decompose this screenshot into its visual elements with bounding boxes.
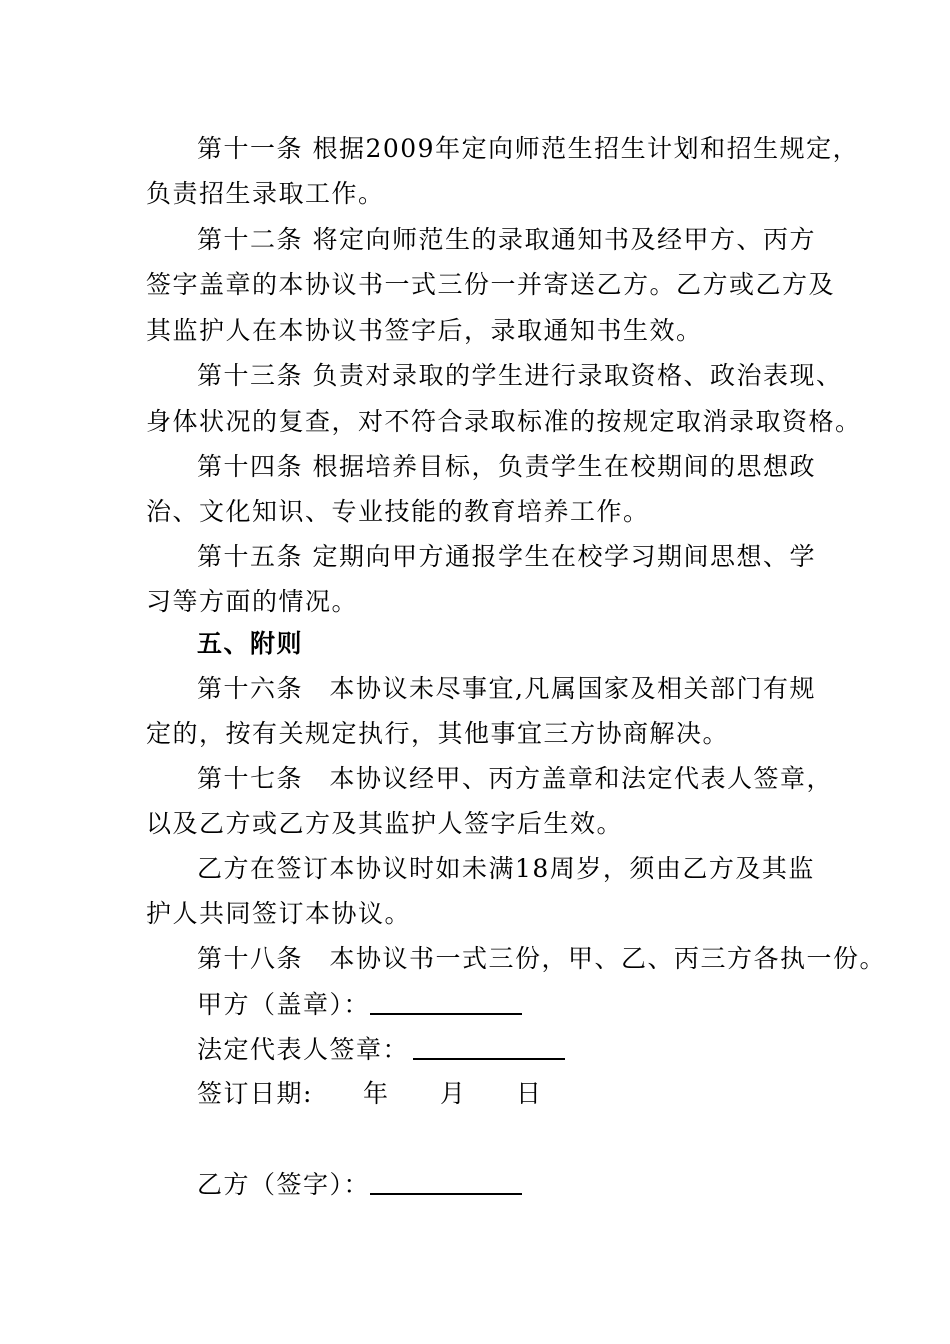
article-15-line-2: 习等方面的情况。 — [146, 587, 359, 616]
legal-rep-signature-blank[interactable] — [413, 1034, 565, 1060]
party-a-signature-blank[interactable] — [370, 989, 522, 1015]
article-14-line-1: 第十四条 根据培养目标，负责学生在校期间的思想政 — [197, 452, 816, 481]
party-a-signature-row — [197, 989, 522, 1020]
party-b-signature-blank[interactable] — [370, 1169, 522, 1195]
party-a-label: 甲方（盖章）： — [197, 990, 371, 1019]
signing-date-year: 年 — [363, 1079, 390, 1108]
party-b-label: 乙方（签字）： — [197, 1170, 371, 1199]
article-16-line-1: 第十六条 本协议未尽事宜,凡属国家及相关部门有规 — [197, 674, 816, 703]
legal-rep-signature-row — [197, 1034, 565, 1065]
article-18-line-1: 第十八条 本协议书一式三份，甲、乙、丙三方各执一份。 — [197, 944, 887, 973]
party-b-signature-row — [197, 1169, 522, 1200]
article-17-line-2: 以及乙方或乙方及其监护人签字后生效。 — [146, 809, 624, 838]
article-11-line-1: 第十一条 根据2009年定向师范生招生计划和招生规定， — [197, 134, 860, 163]
minor-note-line-1: 乙方在签订本协议时如未满18周岁，须由乙方及其监 — [197, 854, 815, 883]
signing-date-month: 月 — [440, 1079, 467, 1108]
legal-rep-label: 法定代表人签章： — [197, 1035, 410, 1064]
article-14-line-2: 治、文化知识、专业技能的教育培养工作。 — [146, 497, 650, 526]
article-11-line-2: 负责招生录取工作。 — [146, 179, 385, 208]
article-16-line-2: 定的，按有关规定执行，其他事宜三方协商解决。 — [146, 719, 730, 748]
signing-date-label: 签订日期: — [197, 1079, 313, 1108]
article-17-line-1: 第十七条 本协议经甲、丙方盖章和法定代表人签章， — [197, 764, 834, 793]
article-12-line-1: 第十二条 将定向师范生的录取通知书及经甲方、丙方 — [197, 225, 816, 254]
article-13-line-1: 第十三条 负责对录取的学生进行录取资格、政治表现、 — [197, 361, 843, 390]
article-13-line-2: 身体状况的复查，对不符合录取标准的按规定取消录取资格。 — [146, 407, 862, 436]
minor-note-line-2: 护人共同签订本协议。 — [146, 899, 412, 928]
article-12-line-2: 签字盖章的本协议书一式三份一并寄送乙方。乙方或乙方及 — [146, 270, 836, 299]
article-12-line-3: 其监护人在本协议书签字后，录取通知书生效。 — [146, 316, 703, 345]
signing-date-day: 日 — [516, 1079, 543, 1108]
article-15-line-1: 第十五条 定期向甲方通报学生在校学习期间思想、学 — [197, 542, 816, 571]
section-heading: 五、附则 — [197, 629, 304, 658]
